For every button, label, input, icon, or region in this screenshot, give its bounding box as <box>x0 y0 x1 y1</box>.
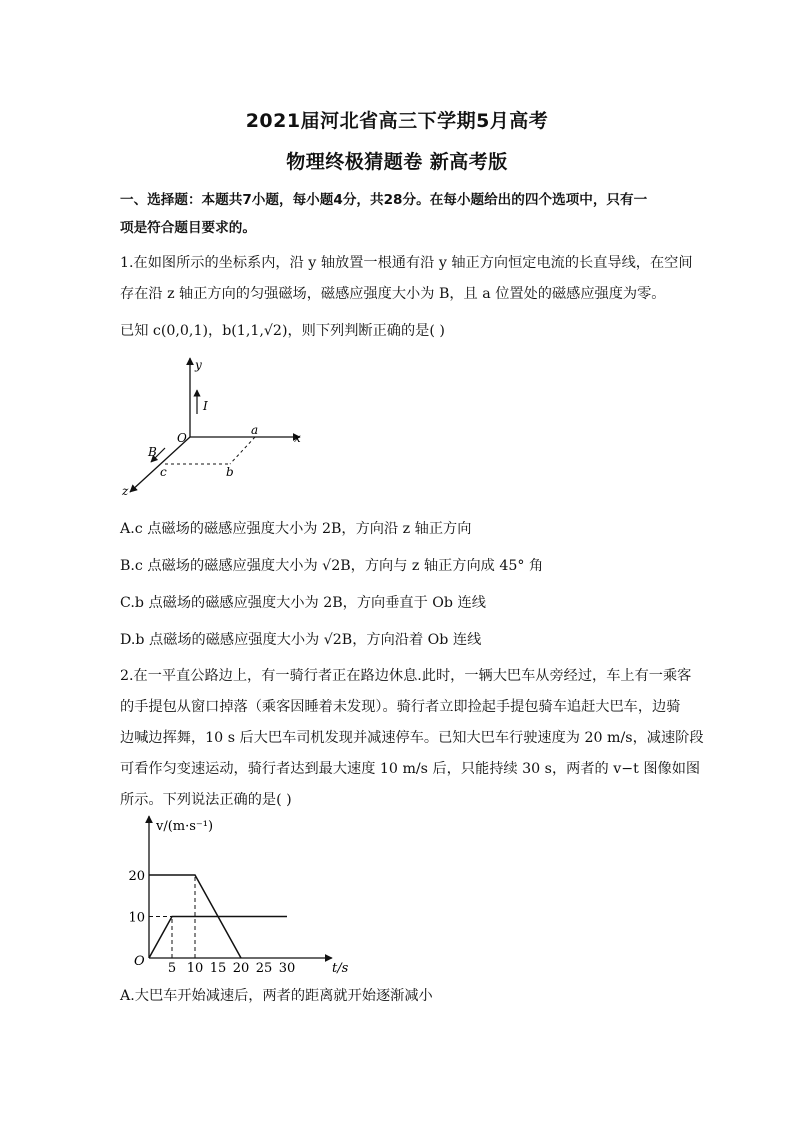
paper-subtitle: 物理终极猜题卷 新高考版 <box>286 151 508 173</box>
origin-label: O <box>177 431 187 445</box>
y-axis-title: v/(m·s⁻¹) <box>156 819 214 834</box>
q2-stem-line3: 边喊边挥舞，10 s 后大巴车司机发现并减速停车。已知大巴车行驶速度为 20 m/s，减速阶段 <box>120 730 704 746</box>
section-heading-line2: 项是符合题目要求的。 <box>120 220 256 236</box>
y-axis-label: y <box>195 358 202 372</box>
x-tick-label: 10 <box>186 961 204 976</box>
current-label: I <box>203 399 208 413</box>
q2-vt-chart <box>120 812 360 982</box>
x-axis-title: t/s <box>332 961 349 976</box>
x-axis-label: x <box>294 431 301 445</box>
q1-stem-line3: 已知 c(0,0,1)，b(1,1,√2)，则下列判断正确的是( ) <box>120 323 445 339</box>
z-axis-label: z <box>122 484 129 498</box>
point-c-label: c <box>160 465 167 479</box>
q1-coordinate-figure <box>115 352 315 502</box>
y-tick-label: 20 <box>128 869 145 884</box>
paper-title: 2021届河北省高三下学期5月高考 <box>245 110 549 132</box>
x-tick-label: 30 <box>278 961 296 976</box>
q2-option-a: A.大巴车开始减速后，两者的距离就开始逐渐减小 <box>120 988 433 1004</box>
x-tick-label: 20 <box>232 961 250 976</box>
series-line-1 <box>149 917 287 959</box>
q2-stem-line4: 可看作匀变速运动，骑行者达到最大速度 10 m/s 后，只能持续 30 s，两者的 v−t 图像如图 <box>120 761 701 777</box>
q1-option-a: A.c 点磁场的磁感应强度大小为 2B，方向沿 z 轴正方向 <box>120 521 472 537</box>
q2-stem-line5: 所示。下列说法正确的是( ) <box>120 792 292 808</box>
q1-option-d: D.b 点磁场的磁感应强度大小为 √2B，方向沿着 Ob 连线 <box>120 632 482 648</box>
x-tick-label: 15 <box>209 961 227 976</box>
x-tick-label: 5 <box>167 961 177 976</box>
q1-option-c: C.b 点磁场的磁感应强度大小为 2B，方向垂直于 Ob 连线 <box>120 595 486 611</box>
q2-stem-line2: 的手提包从窗口掉落（乘客因睡着未发现）。骑行者立即捡起手提包骑车追赶大巴车，边骑 <box>120 699 681 715</box>
q1-stem-line2: 存在沿 z 轴正方向的匀强磁场，磁感应强度大小为 B，且 a 位置处的磁感应强度为零。 <box>120 286 666 302</box>
point-b-label: b <box>226 465 234 479</box>
q2-stem-line1: 2.在一平直公路边上，有一骑行者正在路边休息.此时，一辆大巴车从旁经过，车上有一乘客 <box>120 668 692 684</box>
section-heading-line1: 一、选择题：本题共7小题，每小题4分，共28分。在每小题给出的四个选项中，只有一 <box>120 192 648 208</box>
x-tick-label: 25 <box>255 961 273 976</box>
chart-origin-label: O <box>134 954 145 969</box>
point-a-label: a <box>251 423 259 437</box>
y-tick-label: 10 <box>128 910 145 926</box>
field-label: B <box>148 445 157 459</box>
q1-stem-line1: 1.在如图所示的坐标系内，沿 y 轴放置一根通有沿 y 轴正方向恒定电流的长直导线，在空间 <box>120 255 693 271</box>
q1-option-b: B.c 点磁场的磁感应强度大小为 √2B，方向与 z 轴正方向成 45° 角 <box>120 558 544 574</box>
